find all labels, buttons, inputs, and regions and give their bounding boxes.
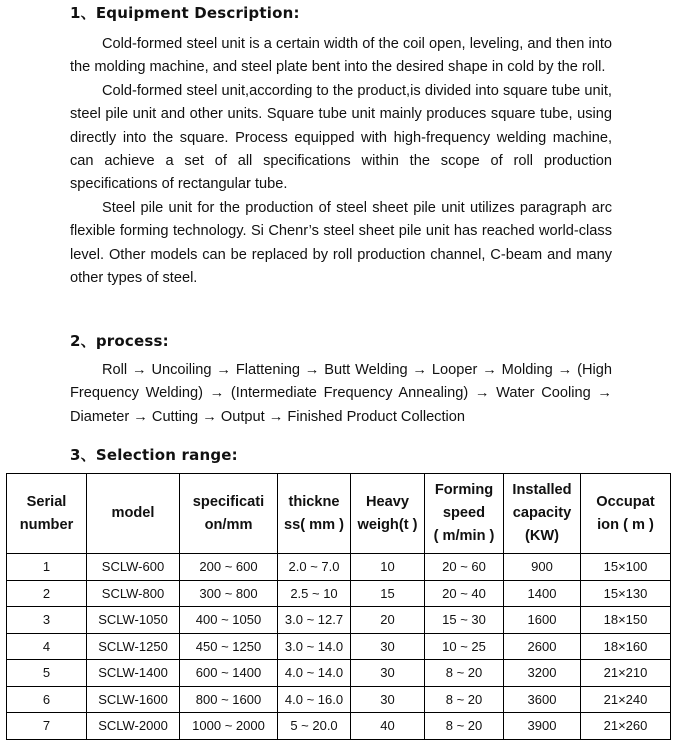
table-cell: 6 bbox=[7, 686, 87, 713]
table-cell: 21×210 bbox=[581, 660, 671, 687]
table-cell: 1600 bbox=[504, 607, 581, 634]
table-cell: 30 bbox=[351, 633, 425, 660]
table-cell: 600 ~ 1400 bbox=[180, 660, 278, 687]
table-cell: 18×160 bbox=[581, 633, 671, 660]
table-cell: 21×260 bbox=[581, 713, 671, 740]
paragraph-cold-formed-intro: Cold-formed steel unit is a certain width of the coil open, leveling, and then into the molding machine, and steel plate bent into the desired shape in cold by the roll. bbox=[70, 36, 612, 76]
table-cell: SCLW-1600 bbox=[87, 686, 180, 713]
paragraph-steel-pile-unit: Steel pile unit for the production of steel sheet pile unit utilizes paragraph arc flexible forming technology. Si Chenr’s steel sheet pile unit has reached world-class level. Other models can be replaced by roll production channel, C-beam and many other types of steel. bbox=[70, 199, 612, 287]
table-cell: 5 ~ 20.0 bbox=[278, 713, 351, 740]
column-header bbox=[278, 474, 351, 554]
table-cell: SCLW-1250 bbox=[87, 633, 180, 660]
column-header bbox=[425, 474, 504, 554]
table-row bbox=[7, 580, 671, 607]
column-header-line: model bbox=[111, 505, 155, 521]
table-cell: 3600 bbox=[504, 686, 581, 713]
table-cell: 8 ~ 20 bbox=[425, 660, 504, 687]
table-cell: 1000 ~ 2000 bbox=[180, 713, 278, 740]
table-cell: 3900 bbox=[504, 713, 581, 740]
table-row bbox=[7, 633, 671, 660]
table-cell: 4.0 ~ 14.0 bbox=[278, 660, 351, 687]
table-cell: 15×100 bbox=[581, 554, 671, 581]
table-cell: 3200 bbox=[504, 660, 581, 687]
table-body bbox=[7, 554, 671, 740]
table-cell: 15×130 bbox=[581, 580, 671, 607]
table-cell: 300 ~ 800 bbox=[180, 580, 278, 607]
section-heading-equipment-description: 1、Equipment Description: bbox=[70, 4, 300, 22]
table-cell: 30 bbox=[351, 686, 425, 713]
column-header-line: Serial bbox=[26, 493, 67, 510]
table-cell: 3 bbox=[7, 607, 87, 634]
table-cell: 3.0 ~ 14.0 bbox=[278, 633, 351, 660]
table-row bbox=[7, 607, 671, 634]
table-cell: 2 bbox=[7, 580, 87, 607]
table-cell: 21×240 bbox=[581, 686, 671, 713]
column-header bbox=[87, 474, 180, 554]
selection-range-table bbox=[6, 473, 671, 740]
equipment-description-text bbox=[70, 33, 612, 290]
column-header-line: Installed bbox=[512, 482, 572, 498]
table-cell: 20 ~ 60 bbox=[425, 554, 504, 581]
table-cell: 4 bbox=[7, 633, 87, 660]
table-cell: 450 ~ 1250 bbox=[180, 633, 278, 660]
table-cell: 2600 bbox=[504, 633, 581, 660]
column-header-line: Heavy bbox=[365, 493, 409, 510]
table-cell: 30 bbox=[351, 660, 425, 687]
table-row bbox=[7, 660, 671, 687]
column-header-line: ss( mm ) bbox=[283, 516, 344, 533]
column-header-line: speed bbox=[442, 505, 486, 521]
table-cell: 1400 bbox=[504, 580, 581, 607]
column-header-line: on/mm bbox=[204, 516, 253, 533]
column-header-line: capacity bbox=[512, 505, 572, 521]
column-header-line: Occupat bbox=[596, 493, 655, 510]
table-cell: SCLW-800 bbox=[87, 580, 180, 607]
paragraph-unit-types: Cold-formed steel unit,according to the product,is divided into square tube unit, steel pile unit and other units. Square tube unit mainly produces square tube, using directly into the square. Process equipped with high-frequency welding machine, can achieve a set of all specifications within the scope of roll production specifications of rectangular tube. bbox=[70, 82, 612, 193]
section-heading-process: 2、process: bbox=[70, 332, 169, 350]
column-header-line: thickne bbox=[288, 493, 340, 510]
column-header bbox=[180, 474, 278, 554]
table-cell: 10 ~ 25 bbox=[425, 633, 504, 660]
table-cell: SCLW-1400 bbox=[87, 660, 180, 687]
table-cell: 20 bbox=[351, 607, 425, 634]
table-cell: 1 bbox=[7, 554, 87, 581]
table-cell: 2.5 ~ 10 bbox=[278, 580, 351, 607]
table-cell: 10 bbox=[351, 554, 425, 581]
table-row bbox=[7, 713, 671, 740]
table-cell: 800 ~ 1600 bbox=[180, 686, 278, 713]
column-header-line: weigh(t ) bbox=[357, 516, 418, 533]
table-cell: 3.0 ~ 12.7 bbox=[278, 607, 351, 634]
table-cell: 40 bbox=[351, 713, 425, 740]
table-cell: 18×150 bbox=[581, 607, 671, 634]
paragraph-process-flow: Roll → Uncoiling → Flattening → Butt Welding → Looper → Molding → (High Frequency Welding) → (Intermediate Frequency Annealing) → Water Cooling → Diameter → Cutting → Output → Finished Product Collection bbox=[70, 362, 612, 425]
column-header-line: ( m/min ) bbox=[433, 528, 495, 544]
table-cell: SCLW-600 bbox=[87, 554, 180, 581]
table-cell: 900 bbox=[504, 554, 581, 581]
column-header-line: number bbox=[19, 516, 74, 533]
column-header-line: (KW) bbox=[524, 528, 560, 544]
column-header-line: ion ( m ) bbox=[597, 516, 654, 533]
table-cell: 15 bbox=[351, 580, 425, 607]
table-header-row bbox=[7, 474, 671, 554]
table-cell: 15 ~ 30 bbox=[425, 607, 504, 634]
column-header-line: specificati bbox=[192, 493, 265, 510]
table-cell: 7 bbox=[7, 713, 87, 740]
table-cell: 5 bbox=[7, 660, 87, 687]
table-cell: 20 ~ 40 bbox=[425, 580, 504, 607]
table-cell: 4.0 ~ 16.0 bbox=[278, 686, 351, 713]
table-cell: 8 ~ 20 bbox=[425, 686, 504, 713]
column-header bbox=[581, 474, 671, 554]
table-cell: 200 ~ 600 bbox=[180, 554, 278, 581]
process-text bbox=[70, 359, 612, 429]
column-header bbox=[504, 474, 581, 554]
section-heading-selection-range: 3、Selection range: bbox=[70, 446, 238, 464]
column-header-line: Forming bbox=[434, 482, 494, 498]
table-cell: SCLW-1050 bbox=[87, 607, 180, 634]
column-header bbox=[351, 474, 425, 554]
table-cell: 2.0 ~ 7.0 bbox=[278, 554, 351, 581]
table-cell: 400 ~ 1050 bbox=[180, 607, 278, 634]
table-row bbox=[7, 686, 671, 713]
column-header bbox=[7, 474, 87, 554]
table-row bbox=[7, 554, 671, 581]
table-cell: 8 ~ 20 bbox=[425, 713, 504, 740]
table-cell: SCLW-2000 bbox=[87, 713, 180, 740]
